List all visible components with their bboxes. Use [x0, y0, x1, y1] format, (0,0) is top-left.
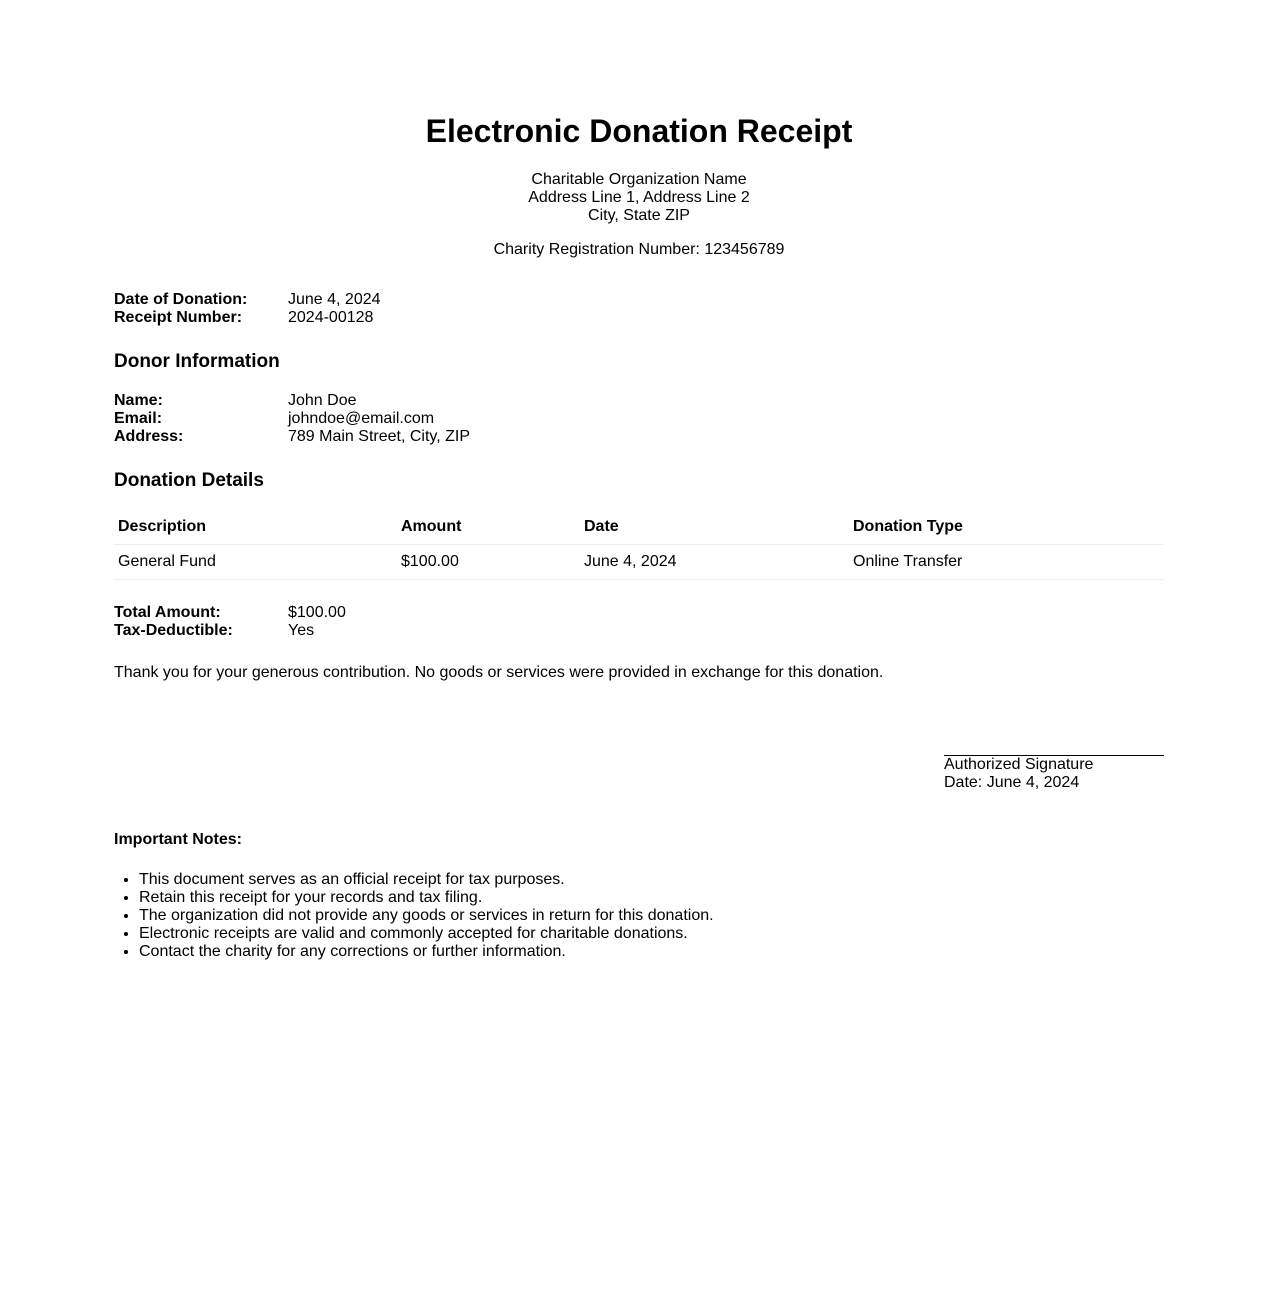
donor-email-row	[114, 410, 470, 428]
total-amount-row	[114, 604, 346, 622]
receipt-number-row	[114, 309, 381, 327]
column-header: Amount	[397, 510, 580, 545]
page-title: Electronic Donation Receipt	[425, 113, 853, 149]
date-of-donation-label: Date of Donation:	[114, 291, 248, 308]
tax-deductible-row	[114, 622, 346, 640]
donor-info	[114, 392, 470, 446]
donor-name-value: John Doe	[288, 392, 357, 409]
donor-address-value: 789 Main Street, City, ZIP	[288, 428, 470, 445]
total-amount-label: Total Amount:	[114, 604, 221, 621]
org-address: Address Line 1, Address Line 2	[528, 189, 750, 206]
signature-label: Authorized Signature	[944, 756, 1094, 773]
receipt-number-label: Receipt Number:	[114, 309, 243, 326]
receipt-number-value: 2024-00128	[288, 309, 374, 326]
table-header-row	[114, 510, 1164, 545]
signature-date: Date: June 4, 2024	[944, 774, 1080, 791]
column-header: Date	[580, 510, 849, 545]
list-item: • Electronic receipts are valid and commonly accepted for charitable donations.	[139, 925, 714, 943]
org-city: City, State ZIP	[588, 207, 690, 224]
list-item: • Contact the charity for any corrections or further information.	[139, 943, 714, 961]
donor-email-value: johndoe@email.com	[288, 410, 435, 427]
donor-address-label: Address:	[114, 428, 184, 445]
table-cell: General Fund	[114, 545, 397, 580]
receipt-meta	[114, 291, 381, 327]
total-amount-value: $100.00	[288, 604, 346, 621]
donor-name-label: Name:	[114, 392, 163, 409]
table-cell: June 4, 2024	[580, 545, 849, 580]
donation-details-heading: Donation Details	[114, 470, 264, 491]
table-cell: Online Transfer	[849, 545, 1164, 580]
org-name: Charitable Organization Name	[531, 171, 747, 188]
column-header: Description	[114, 510, 397, 545]
list-item: • This document serves as an official receipt for tax purposes.	[139, 871, 714, 889]
totals	[114, 604, 346, 640]
signature-block	[944, 755, 1164, 792]
donor-address-row	[114, 428, 470, 446]
donation-table	[114, 510, 1164, 580]
list-item: • Retain this receipt for your records and tax filing.	[139, 889, 714, 907]
notes-heading: Important Notes:	[114, 831, 242, 848]
date-of-donation-value: June 4, 2024	[288, 291, 381, 308]
list-item: • The organization did not provide any goods or services in return for this donation.	[139, 907, 714, 925]
table-row	[114, 545, 1164, 580]
donor-info-heading: Donor Information	[114, 351, 280, 372]
tax-deductible-label: Tax-Deductible:	[114, 622, 233, 639]
notes-list	[114, 871, 714, 961]
table-cell: $100.00	[397, 545, 580, 580]
donor-name-row	[114, 392, 470, 410]
donor-email-label: Email:	[114, 410, 163, 427]
date-of-donation-row	[114, 291, 381, 309]
thank-you-message: Thank you for your generous contribution. No goods or services were provided in exchange for this donation.	[114, 664, 884, 681]
registration-number: Charity Registration Number: 123456789	[493, 241, 785, 258]
tax-deductible-value: Yes	[288, 622, 315, 639]
organization-info	[0, 171, 1278, 225]
column-header: Donation Type	[849, 510, 1164, 545]
